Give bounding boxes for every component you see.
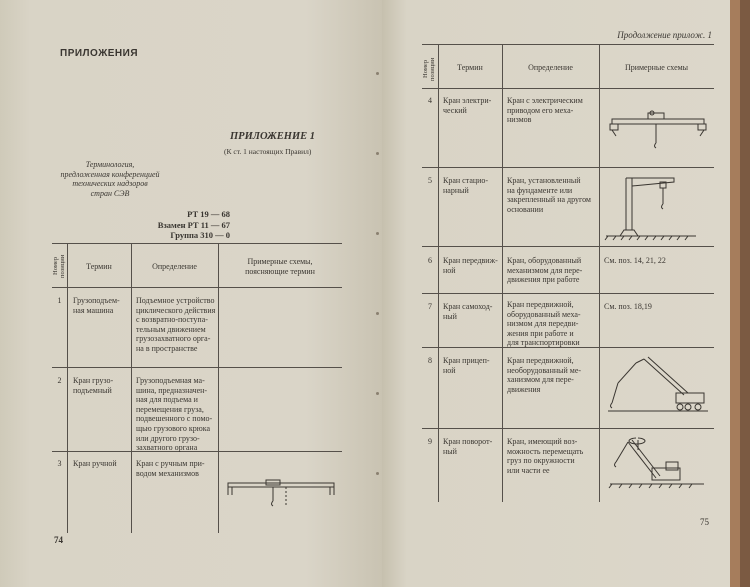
note-line: технических надзоров — [72, 179, 148, 188]
def-line: Подъемное устройство — [136, 296, 215, 305]
row-def — [507, 256, 599, 285]
term-line: ный — [443, 446, 457, 456]
def-line: ная для подъема и — [136, 395, 198, 405]
terminology-note — [40, 160, 180, 198]
term-line: Грузоподъем- — [73, 296, 120, 305]
def-line: на фундаменте или — [507, 185, 573, 195]
table-rule — [422, 293, 714, 294]
note-line: стран СЭВ — [90, 188, 130, 198]
def-line: шина, предназначен- — [136, 385, 208, 395]
appendix-title: ПРИЛОЖЕНИЕ 1 — [230, 131, 315, 142]
table-rule — [52, 367, 342, 368]
row-def — [507, 176, 599, 214]
def-line: ханизмом для пере- — [507, 375, 574, 385]
header-line: поясняющие термин — [245, 266, 315, 276]
row-num: 9 — [428, 437, 432, 446]
overhead-crane-diagram — [226, 475, 338, 515]
def-line: можность перемещать — [507, 446, 584, 456]
def-line: Кран, имеющий воз- — [507, 437, 578, 446]
page-number: 74 — [54, 535, 63, 545]
row-term — [443, 356, 502, 375]
def-line: с возвратно-поступа- — [136, 315, 208, 325]
header-num: Номер позиции — [52, 254, 66, 278]
row-term — [73, 459, 131, 469]
row-def — [507, 96, 599, 125]
running-head: Продолжение прилож. 1 — [617, 30, 712, 40]
header-schemes: Примерные схемы — [624, 63, 689, 72]
def-line: щью грузового крюка — [136, 423, 211, 433]
header-line: Примерные схемы, — [247, 257, 313, 266]
def-line: тельным движением — [136, 324, 206, 334]
header-term: Термин — [457, 63, 483, 72]
row-term — [443, 176, 502, 195]
row-term — [443, 302, 502, 321]
def-line: приводом его меха- — [507, 105, 574, 115]
right-page — [382, 0, 740, 587]
term-line: Кран самоход- — [443, 302, 493, 311]
table-col-rule — [599, 44, 600, 502]
term-line: Кран прицеп- — [443, 356, 490, 365]
section-title: ПРИЛОЖЕНИЯ — [60, 48, 139, 59]
def-line: движения при работе — [507, 275, 580, 285]
def-line: или части ее — [507, 465, 550, 475]
term-line: Кран ручной — [73, 459, 117, 468]
def-line: движения — [507, 384, 541, 394]
row-term — [443, 256, 502, 275]
def-line: Грузоподъемная ма- — [136, 376, 205, 385]
def-line: оборудованный меха- — [507, 309, 581, 319]
def-line: или другого грузо- — [136, 433, 200, 443]
row-term — [443, 96, 502, 115]
row-num: 7 — [428, 302, 432, 311]
doc-ids — [130, 209, 230, 241]
header-num: Номер позиции — [422, 57, 436, 81]
row-num: 1 — [57, 296, 62, 305]
term-line: ный — [443, 311, 457, 321]
row-num: 6 — [428, 256, 432, 265]
term-line: ной — [443, 265, 456, 275]
table-col-rule — [438, 44, 439, 502]
table-rule — [422, 428, 714, 429]
doc-id: РТ 19 — 68 — [187, 209, 230, 219]
def-line: Кран передвижной, — [507, 356, 574, 365]
def-line: Кран передвижной, — [507, 300, 574, 309]
table-rule — [422, 44, 714, 45]
def-line: перемещения груза, — [136, 404, 204, 414]
term-line: ческий — [443, 105, 467, 115]
def-line: низмов — [507, 115, 532, 125]
def-line: необорудованный ме- — [507, 365, 582, 375]
term-line: Кран передвиж- — [443, 256, 498, 265]
table-col-rule — [131, 243, 132, 533]
def-line: Кран с ручным при- — [136, 459, 205, 468]
stationary-crane-diagram — [604, 172, 704, 242]
row-term — [73, 376, 131, 395]
page-number: 75 — [700, 517, 709, 527]
term-line: Кран электри- — [443, 96, 492, 105]
def-line: подвешенного с помо- — [136, 414, 213, 424]
def-line: низмом для передви- — [507, 319, 579, 329]
def-line: груз по окружности — [507, 456, 575, 466]
def-line: циклического действия — [136, 305, 216, 315]
term-line: подъемный — [73, 385, 112, 395]
binding-hole — [376, 152, 379, 155]
trailer-crane-diagram — [606, 355, 710, 419]
def-line: водом механизмов — [136, 468, 199, 478]
table-rule — [422, 246, 714, 247]
row-def — [507, 356, 599, 394]
electric-crane-diagram — [608, 105, 708, 153]
row-scheme-ref: См. поз. 18,19 — [604, 302, 652, 311]
def-line: основании — [507, 204, 544, 214]
note-line: предложенная конференцией — [60, 169, 160, 179]
term-line: ной — [443, 365, 456, 375]
header-def: Определение — [528, 63, 573, 72]
row-term — [443, 437, 502, 456]
row-def — [507, 300, 599, 348]
row-def — [507, 437, 599, 475]
binding-hole — [376, 72, 379, 75]
row-def — [136, 459, 218, 478]
binding-hole — [376, 392, 379, 395]
binding-hole — [376, 232, 379, 235]
table-col-rule — [502, 44, 503, 502]
def-line: Кран, оборудованный — [507, 256, 582, 265]
row-num: 8 — [428, 356, 432, 365]
table-rule — [52, 243, 342, 244]
binding-hole — [376, 312, 379, 315]
row-num: 3 — [57, 459, 62, 468]
def-line: Кран, установленный — [507, 176, 581, 185]
term-line: Кран грузо- — [73, 376, 114, 385]
row-def — [136, 296, 218, 354]
appendix-ref: (К ст. 1 настоящих Правил) — [224, 147, 312, 156]
def-line: закрепленный на другом — [507, 195, 591, 205]
row-def — [136, 376, 218, 453]
def-line: жения при работе и — [507, 328, 574, 338]
def-line: механизмом для пере- — [507, 265, 583, 275]
note-line: Терминология, — [85, 160, 135, 169]
row-num: 4 — [428, 96, 432, 105]
table-col-rule — [67, 243, 68, 533]
header-schemes — [218, 257, 342, 276]
cover-edge — [730, 0, 740, 587]
term-line: Кран поворот- — [443, 437, 493, 446]
def-line: для транспортировки — [507, 338, 580, 348]
def-line: грузозахватного орга- — [136, 334, 211, 344]
doc-id: Группа 310 — 0 — [170, 230, 230, 240]
table-rule — [422, 88, 714, 89]
row-term — [73, 296, 131, 315]
row-num: 5 — [428, 176, 432, 185]
term-line: Кран стацио- — [443, 176, 489, 185]
row-num: 2 — [57, 376, 62, 385]
term-line: нарный — [443, 185, 469, 195]
header-def: Определение — [152, 262, 197, 271]
term-line: ная машина — [73, 305, 114, 315]
def-line: Кран с электрическим — [507, 96, 583, 105]
slewing-crane-diagram — [608, 432, 708, 492]
def-line: захватного органа — [136, 443, 198, 453]
doc-id: Взамен РТ 11 — 67 — [157, 219, 230, 230]
table-col-rule — [218, 243, 219, 533]
header-term: Термин — [86, 262, 112, 271]
def-line: на в пространстве — [136, 343, 198, 353]
table-rule — [52, 287, 342, 288]
binding-hole — [376, 472, 379, 475]
row-scheme-ref: См. поз. 14, 21, 22 — [604, 256, 666, 265]
table-rule — [422, 167, 714, 168]
